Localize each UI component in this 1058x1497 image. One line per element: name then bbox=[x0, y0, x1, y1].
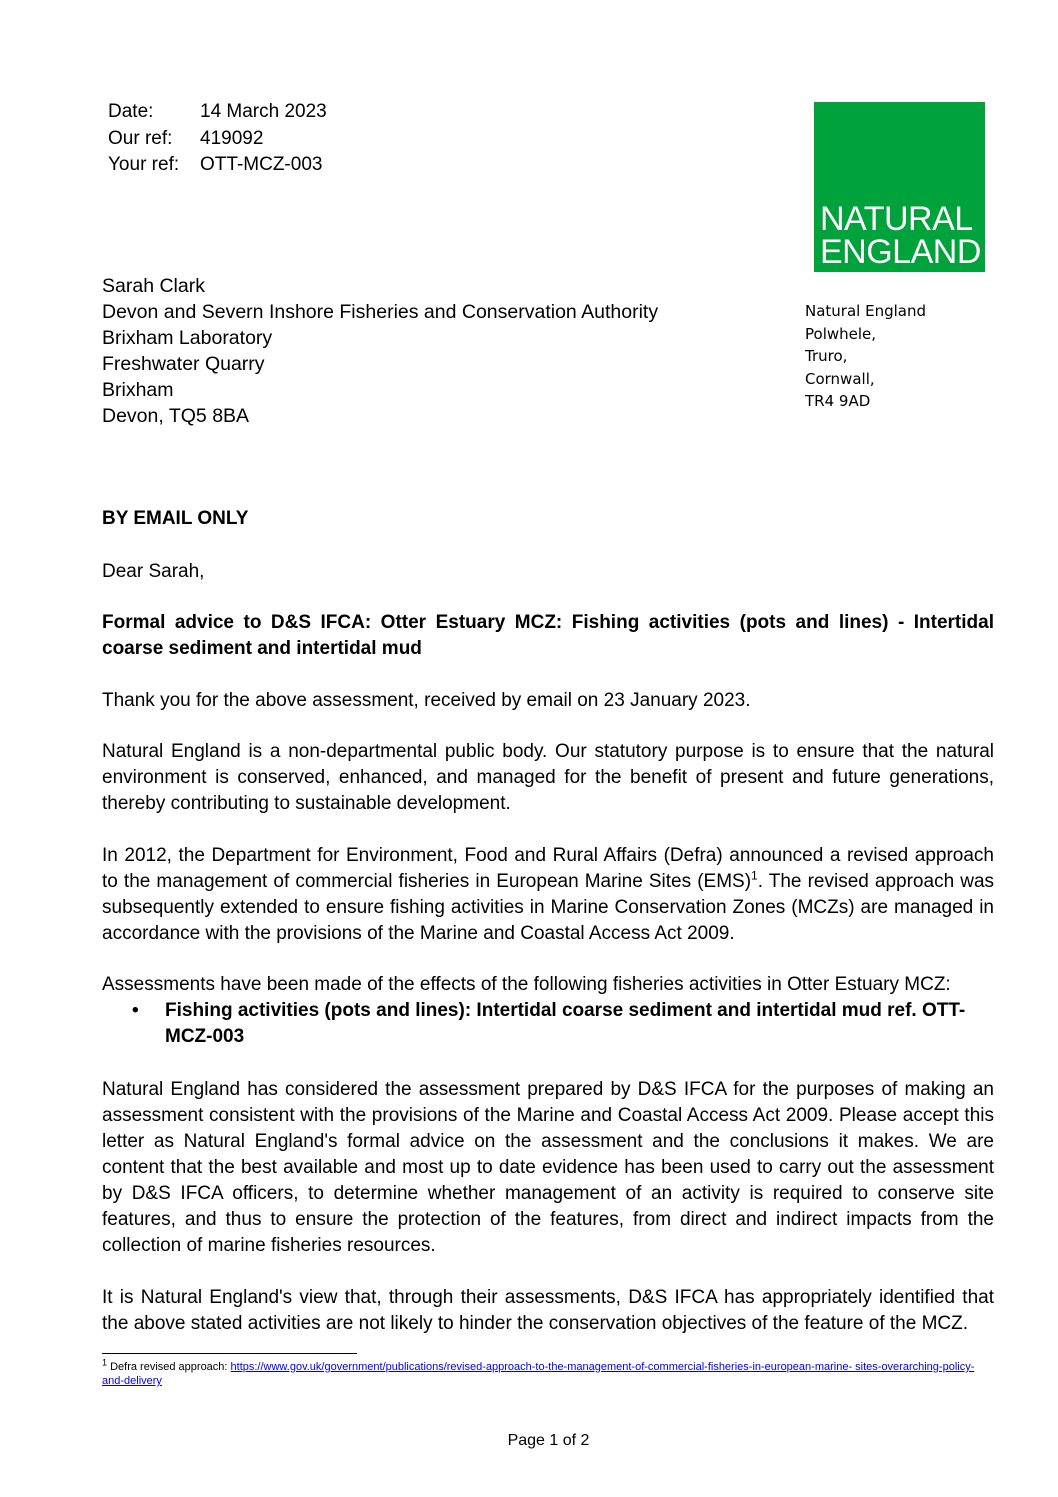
reference-block bbox=[108, 99, 327, 179]
recipient-address bbox=[102, 273, 658, 429]
subject-heading: Formal advice to D&S IFCA: Otter Estuary MCZ: Fishing activities (pots and lines) - Intertidal coarse sediment and intertidal mud bbox=[102, 612, 994, 659]
footnote-marker: 1 bbox=[102, 1357, 108, 1368]
footnote-link[interactable]: https://www.gov.uk/government/publications/revised-approach-to-the-management-of-commercial-fisheries-in-european-marine- sites-overarching-policy-and-delivery bbox=[102, 1361, 975, 1387]
sender-address bbox=[805, 300, 926, 413]
date-value: 14 March 2023 bbox=[200, 101, 327, 122]
recipient-line: Devon, TQ5 8BA bbox=[102, 405, 250, 427]
your-ref-value: OTT-MCZ-003 bbox=[200, 154, 323, 175]
date-row bbox=[108, 99, 327, 126]
date-label: Date: bbox=[108, 101, 154, 122]
paragraph-3-part-a: In 2012, the Department for Environment, Food and Rural Affairs (Defra) announced a revised approach to the management of commercial fisheries in European Marine Sites (EMS) bbox=[102, 845, 994, 892]
paragraph-3 bbox=[102, 843, 994, 947]
recipient-line: Sarah Clark bbox=[102, 275, 205, 297]
your-ref-row bbox=[108, 152, 327, 179]
footnote bbox=[102, 1357, 982, 1388]
our-ref-row bbox=[108, 126, 327, 153]
sender-line: Natural England bbox=[805, 302, 926, 320]
page-number: Page 1 of 2 bbox=[507, 1432, 590, 1449]
sender-line: Cornwall, bbox=[805, 369, 875, 388]
paragraph-6: It is Natural England's view that, through their assessments, D&S IFCA has appropriately identified that the above stated activities are not likely to hinder the conservation objectives of the feature of the MCZ. bbox=[102, 1287, 994, 1334]
paragraph-2: Natural England is a non-departmental public body. Our statutory purpose is to ensure that the natural environment is conserved, enhanced, and managed for the benefit of present and future generations, thereby contributing to sustainable development. bbox=[102, 741, 994, 814]
natural-england-logo bbox=[814, 102, 985, 272]
recipient-line: Brixham bbox=[102, 379, 174, 401]
salutation: Dear Sarah, bbox=[102, 561, 205, 582]
sender-line: TR4 9AD bbox=[805, 392, 871, 410]
paragraph-1: Thank you for the above assessment, received by email on 23 January 2023. bbox=[102, 690, 751, 711]
paragraph-5: Natural England has considered the assessment prepared by D&S IFCA for the purposes of making an assessment consistent with the provisions of the Marine and Coastal Access Act 2009. Please accept this letter as Natural England's formal advice on the assessment and the conclusions it makes. We are content that the best available and most up to date evidence has been used to carry out the assessment by D&S IFCA officers, to determine whether management of an activity is required to conserve site features, and thus to ensure the protection of the features, from direct and indirect impacts from the collection of marine fisheries resources. bbox=[102, 1079, 994, 1256]
logo-line-1: NATURAL bbox=[820, 200, 973, 238]
bullet-list-item bbox=[102, 998, 994, 1050]
our-ref-label: Our ref: bbox=[108, 127, 173, 149]
recipient-line: Freshwater Quarry bbox=[102, 353, 265, 375]
our-ref-value: 419092 bbox=[200, 127, 264, 149]
sender-line: Polwhele, bbox=[805, 324, 877, 343]
your-ref-label: Your ref: bbox=[108, 154, 180, 175]
footnote-divider bbox=[102, 1353, 357, 1354]
by-email-notice: BY EMAIL ONLY bbox=[102, 508, 249, 529]
bullet-icon: • bbox=[132, 1000, 139, 1021]
recipient-line: Devon and Severn Inshore Fisheries and Conservation Authority bbox=[102, 301, 659, 323]
recipient-line: Brixham Laboratory bbox=[102, 327, 273, 349]
footnote-reference: 1 bbox=[751, 868, 758, 883]
paragraph-4: Assessments have been made of the effects of the following fisheries activities in Otter Estuary MCZ: bbox=[102, 974, 951, 995]
bullet-text: Fishing activities (pots and lines): Intertidal coarse sediment and intertidal mud ref. OTT-MCZ-003 bbox=[165, 1000, 966, 1047]
footnote-label: Defra revised approach: bbox=[110, 1361, 231, 1373]
paragraph-3-part-b: . The revised approach was subsequently extended to ensure fishing activities in Marine Conservation Zones (MCZs) are managed in accordance with the provisions of the Marine and Coastal Access Act 2009. bbox=[102, 871, 995, 944]
sender-line: Truro, bbox=[805, 347, 848, 365]
logo-line-2: ENGLAND bbox=[820, 233, 981, 271]
